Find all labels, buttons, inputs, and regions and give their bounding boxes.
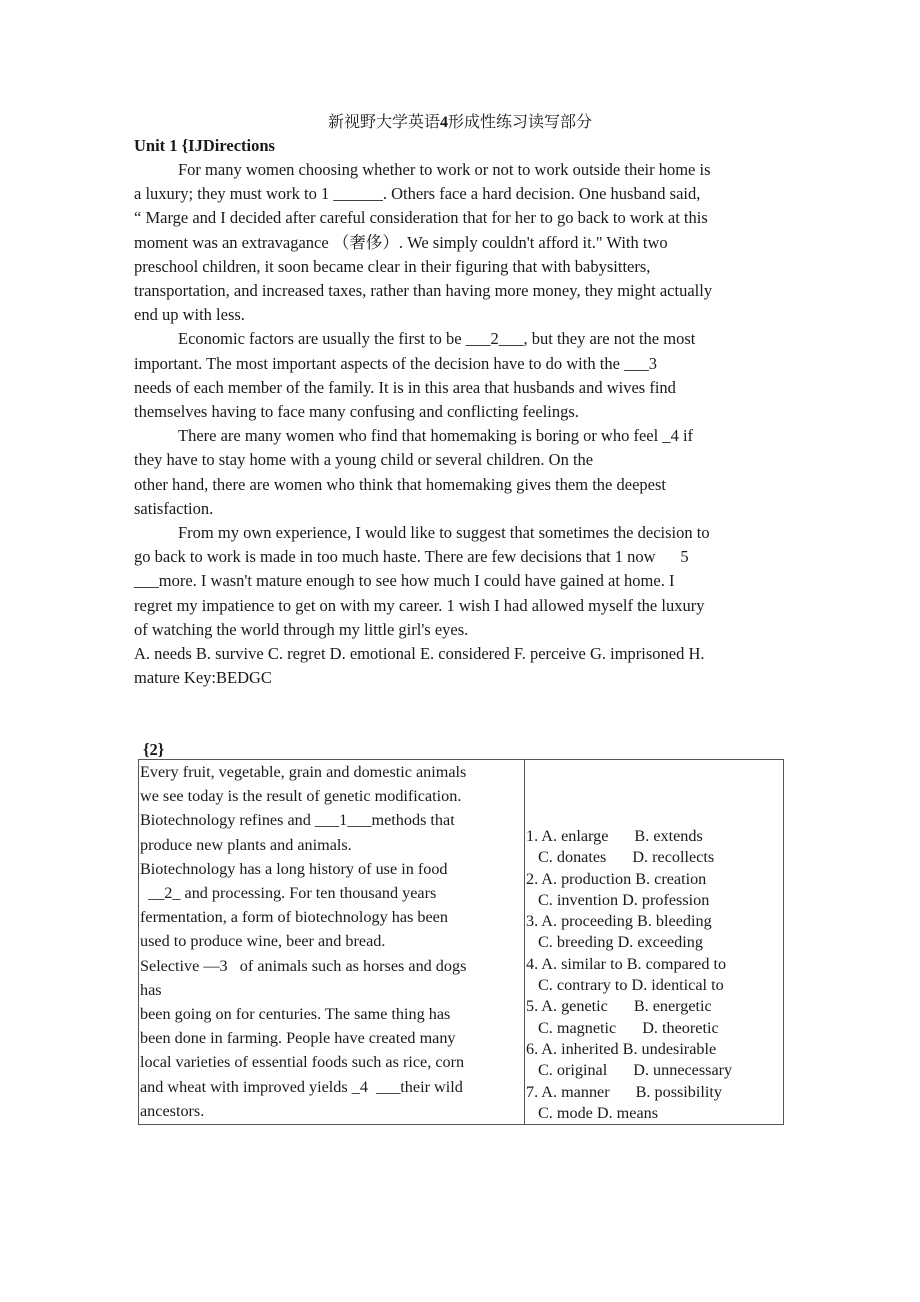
cloze-line: Selective —3 of animals such as horses and dogs bbox=[140, 956, 467, 975]
option-text: B. possibility bbox=[635, 1082, 722, 1101]
option-line bbox=[526, 1039, 783, 1060]
option-line bbox=[526, 847, 783, 868]
cloze-line: Biotechnology has a long history of use in food bbox=[140, 859, 448, 878]
option-line bbox=[526, 1082, 783, 1103]
passage-line: Economic factors are usually the first to be ___2___, but they are not the most bbox=[178, 329, 696, 349]
cloze-line: we see today is the result of genetic modification. bbox=[140, 787, 462, 806]
passage-line: There are many women who find that homemaking is boring or who feel _4 if bbox=[178, 426, 694, 446]
option-text: C. mode D. means bbox=[538, 1103, 659, 1122]
option-text: C. contrary to D. identical to bbox=[538, 976, 724, 995]
option-text: 5. A. genetic bbox=[526, 997, 608, 1016]
passage-line: regret my impatience to get on with my career. 1 wish I had allowed myself the luxury bbox=[134, 595, 705, 615]
passage-1 bbox=[134, 158, 794, 690]
cloze-options-cell bbox=[525, 760, 784, 1125]
option-text: C. donates bbox=[538, 848, 607, 867]
passage-line: preschool children, it soon became clear in their figuring that with babysitters, bbox=[134, 256, 651, 276]
cloze-row bbox=[139, 760, 784, 1125]
passage-line: of watching the world through my little girl's eyes. bbox=[134, 619, 469, 639]
passage-line: go back to work is made in too much haste. There are few decisions that 1 now 5 bbox=[134, 547, 689, 567]
option-line bbox=[526, 1060, 783, 1081]
option-text: 6. A. inherited B. undesirable bbox=[526, 1039, 717, 1058]
passage-line: other hand, there are women who think that homemaking gives them the deepest bbox=[134, 474, 666, 494]
page-title bbox=[0, 112, 920, 134]
option-line bbox=[526, 932, 783, 953]
option-text: D. unnecessary bbox=[633, 1061, 733, 1080]
option-text: 2. A. production B. creation bbox=[526, 869, 707, 888]
passage-line: important. The most important aspects of the decision have to do with the ___3 bbox=[134, 353, 658, 373]
passage-line: ___more. I wasn't mature enough to see how much I could have gained at home. I bbox=[134, 571, 675, 591]
passage-line: a luxury; they must work to 1 ______. Others face a hard decision. One husband said, bbox=[134, 184, 701, 204]
cloze-line: local varieties of essential foods such as rice, corn bbox=[140, 1053, 465, 1072]
option-text: 4. A. similar to B. compared to bbox=[526, 954, 727, 973]
option-line bbox=[526, 890, 783, 911]
option-text: D. theoretic bbox=[642, 1018, 719, 1037]
unit-heading: Unit 1 {IJDirections bbox=[134, 136, 275, 155]
cloze-line: Every fruit, vegetable, grain and domestic animals bbox=[140, 763, 467, 781]
option-text: 3. A. proceeding B. bleeding bbox=[526, 912, 712, 931]
cloze-line: been done in farming. People have created many bbox=[140, 1029, 456, 1048]
option-text: 7. A. manner bbox=[526, 1082, 610, 1101]
cloze-line: __2_ and processing. For ten thousand years bbox=[140, 884, 437, 903]
option-line bbox=[526, 996, 783, 1017]
cloze-line: been going on for centuries. The same thing has bbox=[140, 1005, 451, 1024]
passage-line: “ Marge and I decided after careful consideration that for her to go back to work at this bbox=[134, 208, 708, 228]
option-line bbox=[526, 1018, 783, 1039]
option-line bbox=[526, 826, 783, 847]
option-text: B. energetic bbox=[633, 997, 712, 1016]
cloze-line: has bbox=[140, 980, 162, 999]
option-text: 1. A. enlarge bbox=[526, 827, 609, 845]
option-line bbox=[526, 911, 783, 932]
passage-line: needs of each member of the family. It is in this area that husbands and wives find bbox=[134, 377, 676, 397]
cloze-line: produce new plants and animals. bbox=[140, 835, 352, 854]
passage-line: transportation, and increased taxes, rather than having more money, they might actually bbox=[134, 281, 713, 301]
passage-line: For many women choosing whether to work or not to work outside their home is bbox=[178, 160, 711, 179]
option-text: C. invention D. profession bbox=[538, 890, 710, 909]
title-suffix: 形成性练习读写部分 bbox=[448, 114, 593, 131]
title-number: 4 bbox=[440, 114, 448, 131]
option-text: B. extends bbox=[634, 827, 703, 845]
passage-line: themselves having to face many confusing and conflicting feelings. bbox=[134, 402, 579, 422]
option-line bbox=[526, 954, 783, 975]
option-text: C. original bbox=[538, 1061, 608, 1080]
option-text: C. breeding D. exceeding bbox=[538, 933, 703, 952]
cloze-line: and wheat with improved yields _4 ___their wild bbox=[140, 1077, 463, 1096]
passage-line: moment was an extravagance （奢侈）. We simply couldn't afford it." With two bbox=[134, 232, 668, 252]
options-list bbox=[525, 760, 783, 1124]
cloze-line: Biotechnology refines and ___1___methods that bbox=[140, 811, 455, 830]
option-line bbox=[526, 975, 783, 996]
passage-line: they have to stay home with a young child or several children. On the bbox=[134, 450, 594, 470]
passage-line: end up with less. bbox=[134, 305, 245, 325]
options-key-line: mature Key:BEDGC bbox=[134, 668, 272, 688]
options-line: A. needs B. survive C. regret D. emotional E. considered F. perceive G. imprisoned H. bbox=[134, 644, 705, 664]
cloze-table bbox=[138, 759, 784, 1125]
cloze-line: ancestors. bbox=[140, 1101, 205, 1120]
cloze-line: fermentation, a form of biotechnology has been bbox=[140, 908, 448, 927]
section-2-label: {2} bbox=[143, 740, 165, 759]
cloze-line: used to produce wine, beer and bread. bbox=[140, 932, 386, 951]
title-prefix: 新视野大学英语 bbox=[327, 114, 440, 131]
passage-line: satisfaction. bbox=[134, 498, 214, 518]
passage-line: From my own experience, I would like to suggest that sometimes the decision to bbox=[178, 523, 710, 543]
option-text: D. recollects bbox=[632, 848, 715, 867]
option-text: C. magnetic bbox=[538, 1018, 617, 1037]
option-line bbox=[526, 869, 783, 890]
option-line bbox=[526, 1103, 783, 1124]
cloze-passage-cell bbox=[139, 760, 525, 1125]
